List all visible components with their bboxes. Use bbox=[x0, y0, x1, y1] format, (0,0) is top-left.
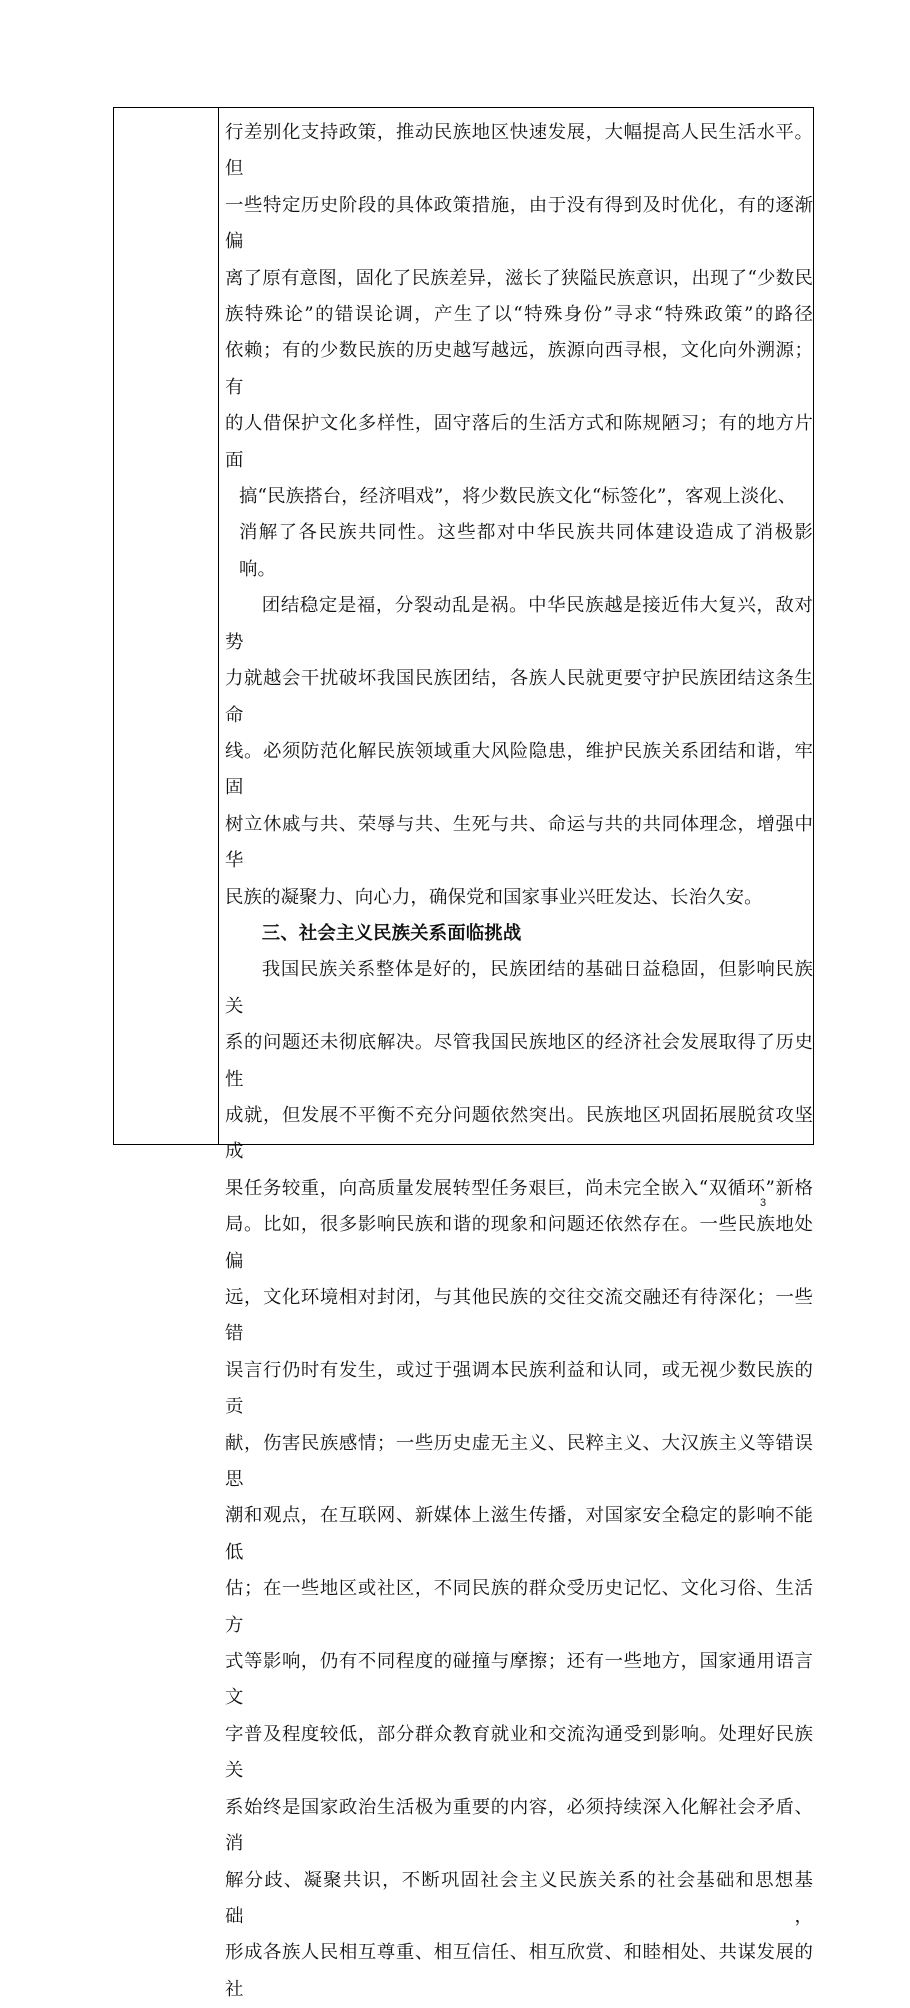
text-line: 果任务较重，向高质量发展转型任务艰巨，尚未完全嵌入“双循环”新格 bbox=[225, 1177, 813, 1199]
text-line: 形成各族人民相互尊重、相互信任、相互欣赏、和睦相处、共谋发展的社 bbox=[225, 1942, 813, 2000]
table-text-cell bbox=[219, 108, 813, 2000]
text-line: 族特殊论”的错误论调，产生了以“特殊身份”寻求“特殊政策”的路径 bbox=[225, 304, 813, 326]
text-line: 式等影响，仍有不同程度的碰撞与摩擦；还有一些地方，国家通用语言文 bbox=[225, 1651, 813, 1709]
text-line: 离了原有意图，固化了民族差异，滋长了狭隘民族意识，出现了“少数民 bbox=[225, 267, 813, 289]
text-line: 成就，但发展不平衡不充分问题依然突出。民族地区巩固拓展脱贫攻坚成 bbox=[225, 1104, 813, 1163]
text-line: 搞“民族搭台，经济唱戏”，将少数民族文化“标签化”，客观上淡化、 bbox=[239, 486, 797, 508]
text-line: 的人借保护文化多样性，固守落后的生活方式和陈规陋习；有的地方片面 bbox=[225, 413, 813, 471]
text-line: 远，文化环境相对封闭，与其他民族的交往交流交融还有待深化；一些错 bbox=[225, 1287, 813, 1345]
text-line: 解分歧、凝聚共识，不断巩固社会主义民族关系的社会基础和思想基础， bbox=[225, 1869, 813, 1927]
text-line: 行差别化支持政策，推动民族地区快速发展，大幅提高人民生活水平。但 bbox=[225, 122, 813, 180]
paragraph-first-line: 团结稳定是福，分裂动乱是祸。中华民族越是接近伟大复兴，敌对势 bbox=[225, 595, 813, 653]
text-line: 民族的凝聚力、向心力，确保党和国家事业兴旺发达、长治久安。 bbox=[225, 886, 763, 908]
text-line: 力就越会干扰破坏我国民族团结，各族人民就更要守护民族团结这条生命 bbox=[225, 668, 813, 726]
text-line: 系的问题还未彻底解决。尽管我国民族地区的经济社会发展取得了历史性 bbox=[225, 1032, 813, 1090]
text-line: 潮和观点，在互联网、新媒体上滋生传播，对国家安全稳定的影响不能低 bbox=[225, 1505, 813, 1563]
text-line: 局。比如，很多影响民族和谐的现象和问题还依然存在。一些民族地处偏 bbox=[225, 1214, 813, 1272]
text-line: 估；在一些地区或社区，不同民族的群众受历史记忆、文化习俗、生活方 bbox=[225, 1578, 813, 1636]
text-line: 依赖；有的少数民族的历史越写越远，族源向西寻根，文化向外溯源；有 bbox=[225, 340, 813, 398]
text-line: 字普及程度较低，部分群众教育就业和交流沟通受到影响。处理好民族关 bbox=[225, 1723, 813, 1782]
paragraph-first-line: 我国民族关系整体是好的，民族团结的基础日益稳固，但影响民族关 bbox=[225, 959, 813, 1017]
text-line: 系始终是国家政治生活极为重要的内容，必须持续深入化解社会矛盾、消 bbox=[225, 1796, 813, 1855]
table-left-cell bbox=[114, 108, 219, 1144]
text-line: 误言行仍时有发生，或过于强调本民族利益和认同，或无视少数民族的贡 bbox=[225, 1359, 813, 1418]
section-heading: 三、社会主义民族关系面临挑战 bbox=[261, 922, 522, 944]
text-line: 消解了各民族共同性。这些都对中华民族共同体建设造成了消极影响。 bbox=[239, 522, 813, 580]
page-number: 3 bbox=[760, 1197, 767, 1209]
text-line: 线。必须防范化解民族领域重大风险隐患，维护民族关系团结和谐，牢固 bbox=[225, 740, 813, 799]
text-line: 树立休戚与共、荣辱与共、生死与共、命运与共的共同体理念，增强中华 bbox=[225, 813, 813, 872]
content-table bbox=[113, 107, 814, 2000]
text-line: 献，伤害民族感情；一些历史虚无主义、民粹主义、大汉族主义等错误思 bbox=[225, 1432, 813, 1491]
text-line: 一些特定历史阶段的具体政策措施，由于没有得到及时优化，有的逐渐偏 bbox=[225, 194, 813, 253]
